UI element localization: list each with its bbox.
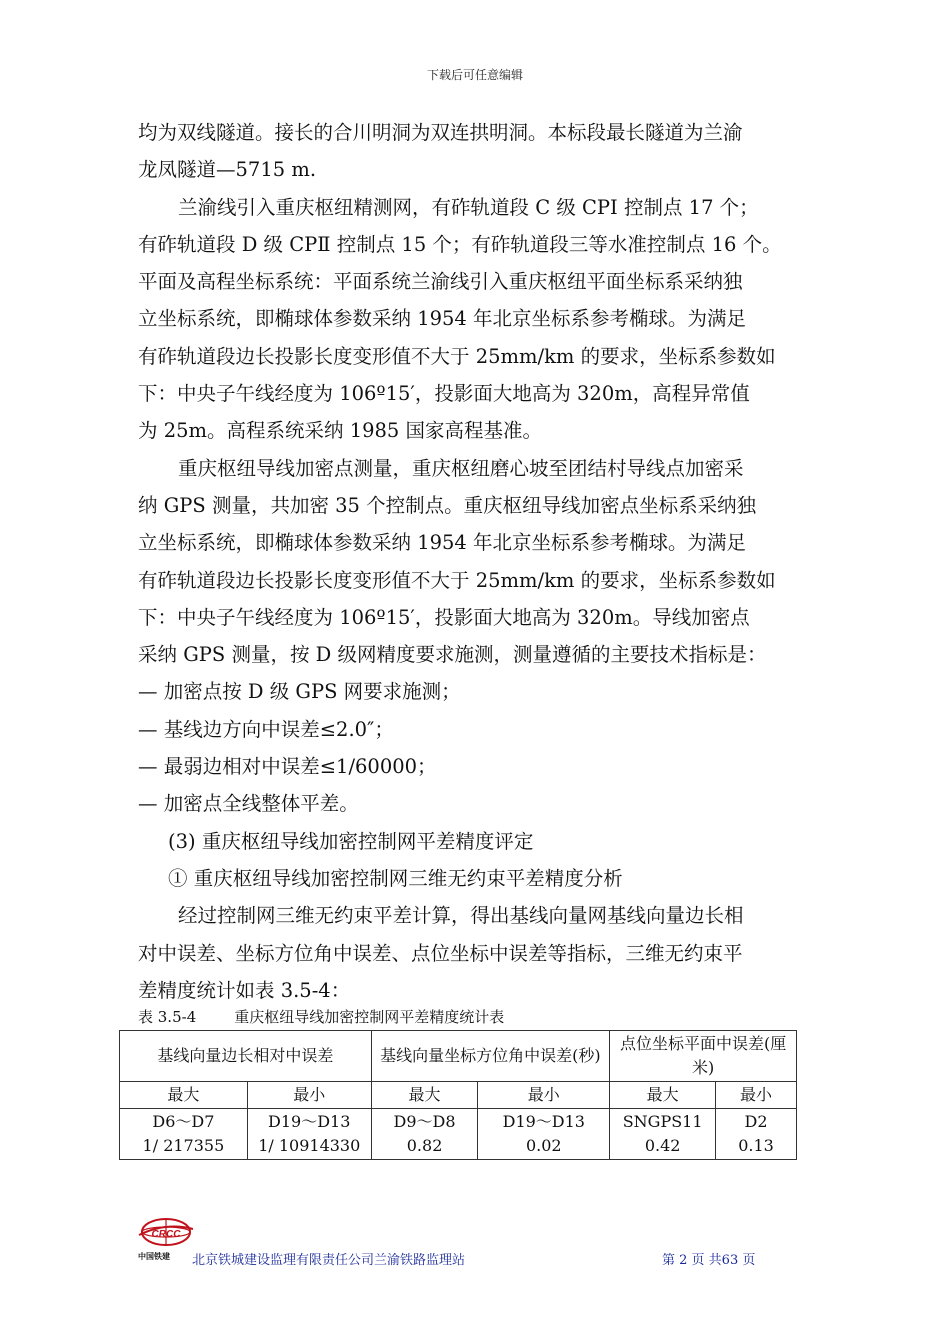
table-cell [478,1109,610,1160]
table-caption [138,1006,504,1027]
table-row [120,1109,797,1160]
cell-value: 1/ 10914330 [258,1136,361,1155]
body-line: 均为双线隧道。接长的合川明洞为双连拱明洞。本标段最长隧道为兰渝 [138,121,743,144]
document-body [138,114,833,1009]
caption-number: 表 3.5-4 [138,1008,197,1026]
body-line: 有砟轨道段边长投影长度变形值不大于 25mm/km 的要求，坐标系参数如 [138,344,776,368]
body-line: 立坐标系统，即椭球体参数采纳 1954 年北京坐标系参考椭球。为满足 [138,307,747,331]
cell-id: D19～D13 [502,1112,585,1131]
logo-caption: 中国铁建 [138,1252,170,1261]
subsection-heading: ① 重庆枢纽导线加密控制网三维无约束平差精度分析 [168,866,623,890]
logo-mark: CRCC [151,1229,181,1240]
bullet-line: — 基线边方向中误差≤2.0″； [138,717,394,741]
body-line: 对中误差、坐标方位角中误差、点位坐标中误差等指标，三维无约束平 [138,941,743,965]
body-line: 采纳 GPS 测量，按 D 级网精度要求施测，测量遵循的主要技术指标是： [138,643,767,667]
bullet-line: — 加密点按 D 级 GPS 网要求施测； [138,680,461,704]
body-line: 立坐标系统，即椭球体参数采纳 1954 年北京坐标系参考椭球。为满足 [138,531,747,555]
cell-id: D6～D7 [152,1112,215,1131]
body-line: 兰渝线引入重庆枢纽精测网，有砟轨道段 C 级 CPⅠ 控制点 17 个； [178,195,759,219]
group-header: 基线向量坐标方位角中误差(秒) [371,1031,609,1082]
body-line: 下：中央子午线经度为 106º15′，投影面大地高为 320m，高程异常值 [138,382,750,406]
body-line: 经过控制网三维无约束平差计算，得出基线向量网基线向量边长相 [178,904,744,928]
page-header-note: 下载后可任意编辑 [426,68,523,82]
caption-title: 重庆枢纽导线加密控制网平差精度统计表 [234,1008,505,1026]
subheader-cell: 最小 [478,1082,610,1109]
cell-value: 1/ 217355 [142,1136,225,1155]
cell-id: D19～D13 [268,1112,351,1131]
cell-value: 0.42 [644,1136,681,1155]
group-header: 点位坐标平面中误差(厘米) [610,1031,797,1082]
subheader-cell: 最小 [247,1082,371,1109]
subheader-cell: 最大 [610,1082,716,1109]
body-line: 龙凤隧道—5715 m. [138,158,317,182]
cell-value: 0.02 [525,1136,562,1155]
table-subheader-row [120,1082,797,1109]
footer-company-name: 北京铁城建设监理有限责任公司兰渝铁路监理站 [192,1253,466,1268]
cell-id: D9～D8 [393,1112,456,1131]
body-line: 纳 GPS 测量，共加密 35 个控制点。重庆枢纽导线加密点坐标系采纳独 [138,493,757,517]
cell-value: 0.13 [738,1136,774,1155]
body-line: 有砟轨道段 D 级 CPⅡ 控制点 15 个；有砟轨道段三等水准控制点 16 个。 [138,232,782,256]
table-group-header-row [120,1031,797,1082]
crcc-logo-icon [136,1214,194,1262]
cell-value: 0.82 [406,1136,443,1155]
body-line: 差精度统计如表 3.5-4： [138,978,351,1002]
table-cell [120,1109,248,1160]
body-line: 为 25m。高程系统采纳 1985 国家高程基准。 [138,419,543,443]
table-cell [247,1109,371,1160]
subheader-cell: 最大 [120,1082,248,1109]
cell-id: SNGPS11 [622,1112,703,1131]
table-cell [610,1109,716,1160]
subheader-cell: 最大 [371,1082,478,1109]
footer-page-number: 第 2 页 共63 页 [662,1253,756,1268]
bullet-line: — 最弱边相对中误差≤1/60000； [138,755,437,779]
body-line: 重庆枢纽导线加密点测量，重庆枢纽磨心坡至团结村导线点加密采 [178,456,744,480]
table-cell [716,1109,797,1160]
bullet-line: — 加密点全线整体平差。 [138,792,359,816]
body-line: 下：中央子午线经度为 106º15′，投影面大地高为 320m。导线加密点 [138,605,750,629]
body-line: 平面及高程坐标系统：平面系统兰渝线引入重庆枢纽平面坐标系采纳独 [138,270,743,294]
subheader-cell: 最小 [716,1082,797,1109]
precision-stats-table [119,1030,797,1160]
section-heading: (3) 重庆枢纽导线加密控制网平差精度评定 [168,829,534,853]
group-header: 基线向量边长相对中误差 [120,1031,372,1082]
cell-id: D2 [744,1112,768,1131]
body-line: 有砟轨道段边长投影长度变形值不大于 25mm/km 的要求，坐标系参数如 [138,568,776,592]
table-cell [371,1109,478,1160]
